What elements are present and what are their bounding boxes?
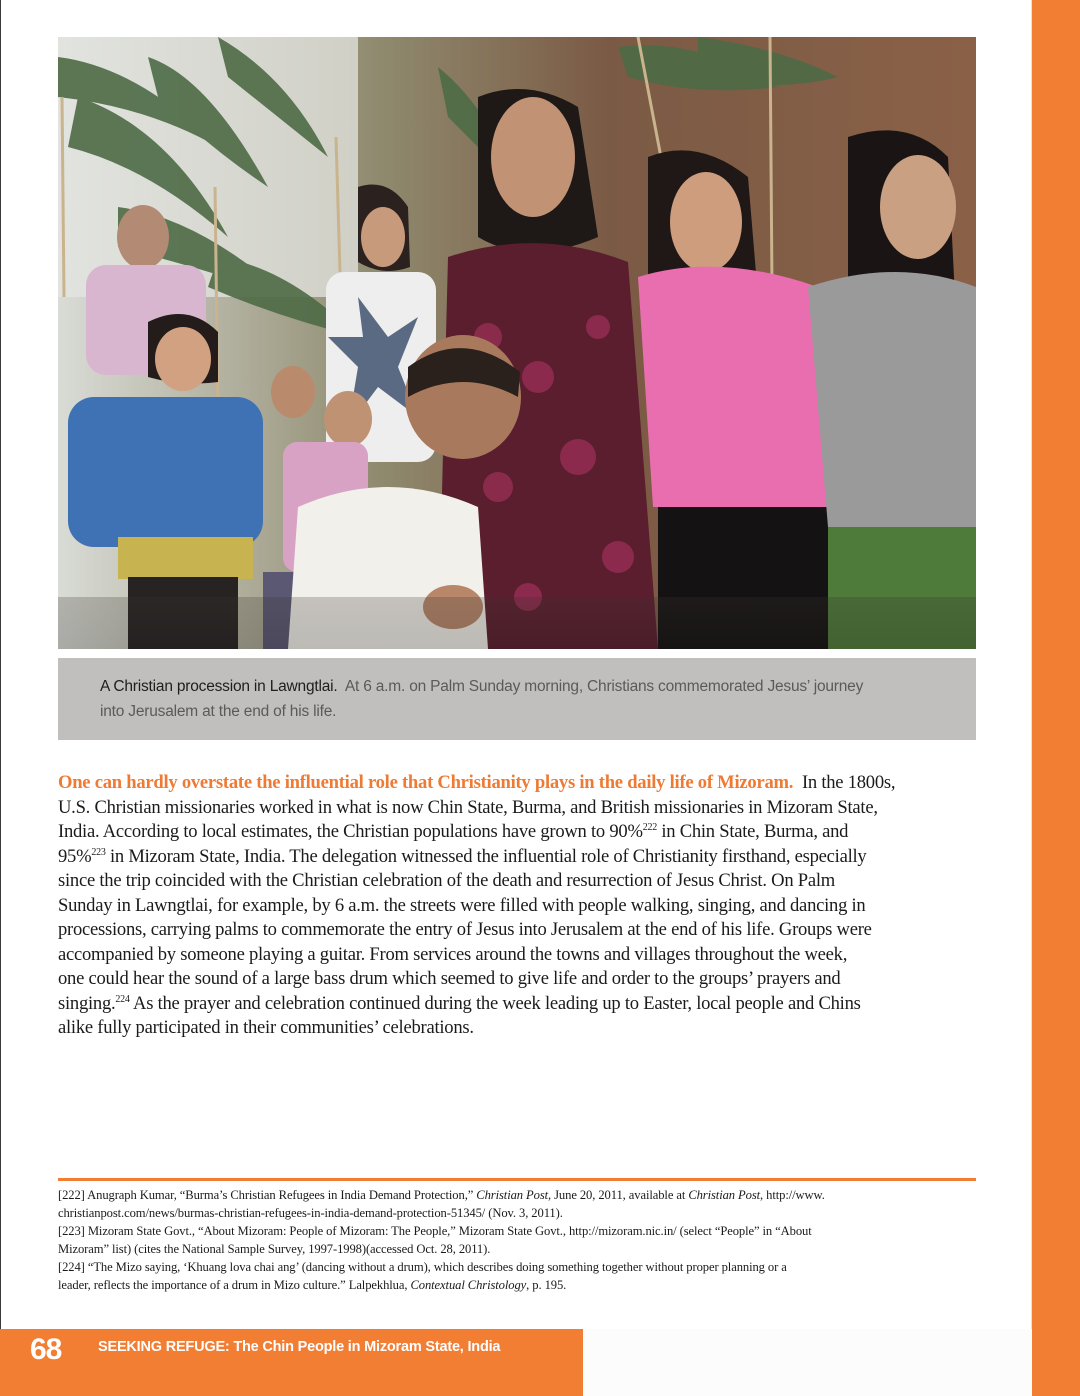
caption-line: into Jerusalem at the end of his life. bbox=[100, 703, 337, 720]
caption-text bbox=[100, 674, 960, 724]
procession-photo-illustration bbox=[58, 37, 976, 649]
page-left-edge bbox=[0, 0, 1, 1396]
footnote-text: , June 20, 2011, available at bbox=[548, 1188, 689, 1202]
footnote-222 bbox=[58, 1186, 988, 1204]
footnote-224-cont bbox=[58, 1276, 988, 1294]
body-line: alike fully participated in their communities’ celebrations. bbox=[58, 1017, 474, 1038]
footnotes bbox=[58, 1186, 988, 1294]
body-line bbox=[58, 845, 988, 870]
body-text-segment: 95% bbox=[58, 845, 92, 867]
footnote-222-cont[interactable]: christianpost.com/news/burmas-christian-refugees-in-india-demand-protection-51345/ (Nov. 3, 2011). bbox=[58, 1206, 563, 1220]
body-text-segment: In the 1800s, bbox=[801, 772, 896, 793]
body-text-segment: in Chin State, Burma, and bbox=[656, 821, 849, 842]
footnote-ref-222[interactable]: 222 bbox=[642, 822, 657, 833]
photo-bottom-shade bbox=[58, 597, 976, 649]
footer-bar bbox=[0, 1329, 583, 1396]
body-line: accompanied by someone playing a guitar. From services around the towns and villages throughout the week, bbox=[58, 943, 848, 965]
footer-blank-area bbox=[583, 1329, 1032, 1396]
page-number: 68 bbox=[30, 1333, 62, 1366]
footnote-italic: Christian Post bbox=[476, 1188, 549, 1202]
body-paragraph bbox=[58, 771, 988, 1041]
footnote-ref-223[interactable]: 223 bbox=[91, 846, 106, 858]
caption-line: At 6 a.m. on Palm Sunday morning, Christians commemorated Jesus’ journey bbox=[344, 678, 864, 695]
body-line: one could hear the sound of a large bass drum which seemed to give life and order to the groups’ prayers and bbox=[58, 968, 841, 989]
footnote-link[interactable]: , http://www. bbox=[760, 1188, 825, 1202]
body-text-segment: in Mizoram State, India. The delegation witnessed the influential role of Christianity firsthand, especially bbox=[105, 845, 867, 867]
body-line: Sunday in Lawngtlai, for example, by 6 a.m. the streets were filled with people walking, singing, and dancing in bbox=[58, 894, 866, 916]
body-line: since the trip coincided with the Christian celebration of the death and resurrection of Jesus Christ. On Palm bbox=[58, 870, 835, 891]
footnote-223: [223] Mizoram State Govt., “About Mizoram: People of Mizoram: The People,” Mizoram State Govt., http://mizoram.nic.in/ (select “People” in “About bbox=[58, 1224, 812, 1238]
photo-caption bbox=[58, 658, 976, 740]
footnote-ref-224[interactable]: 224 bbox=[115, 993, 130, 1005]
body-line bbox=[58, 820, 988, 845]
footnote-divider bbox=[58, 1178, 976, 1181]
orange-side-bar bbox=[1032, 0, 1080, 1396]
lead-sentence: One can hardly overstate the influential role that Christianity plays in the daily life of Mizoram. bbox=[58, 772, 794, 793]
body-text-segment: India. According to local estimates, the Christian populations have grown to 90% bbox=[58, 821, 643, 842]
footnote-text: [222] Anugraph Kumar, “Burma’s Christian Refugees in India Demand Protection,” bbox=[58, 1188, 477, 1202]
footnote-text: , p. 195. bbox=[526, 1278, 567, 1292]
footnote-text: leader, reflects the importance of a drum in Mizo culture.” Lalpekhlua, bbox=[58, 1278, 411, 1292]
body-line: U.S. Christian missionaries worked in what is now Chin State, Burma, and British missionaries in Mizoram State, bbox=[58, 796, 878, 818]
running-title: SEEKING REFUGE: The Chin People in Mizoram State, India bbox=[98, 1339, 501, 1355]
body-line: processions, carrying palms to commemorate the entry of Jesus into Jerusalem at the end of his life. Groups were bbox=[58, 919, 872, 940]
body-line bbox=[58, 771, 988, 796]
footnote-italic: Christian Post bbox=[688, 1188, 761, 1202]
footnote-224: [224] “The Mizo saying, ‘Khuang lova chai ang’ (dancing without a drum), which describes doing something together without proper planning or a bbox=[58, 1260, 787, 1274]
body-text-segment: singing. bbox=[58, 992, 116, 1014]
procession-photo bbox=[58, 37, 976, 649]
footnote-223-cont: Mizoram” list) (cites the National Sample Survey, 1997-1998)(accessed Oct. 28, 2011). bbox=[58, 1242, 491, 1256]
body-text-segment: As the prayer and celebration continued during the week leading up to Easter, local people and Chins bbox=[129, 992, 861, 1014]
body-line bbox=[58, 992, 988, 1017]
caption-title: A Christian procession in Lawngtlai. bbox=[100, 678, 338, 695]
footnote-italic: Contextual Christology bbox=[410, 1278, 527, 1292]
